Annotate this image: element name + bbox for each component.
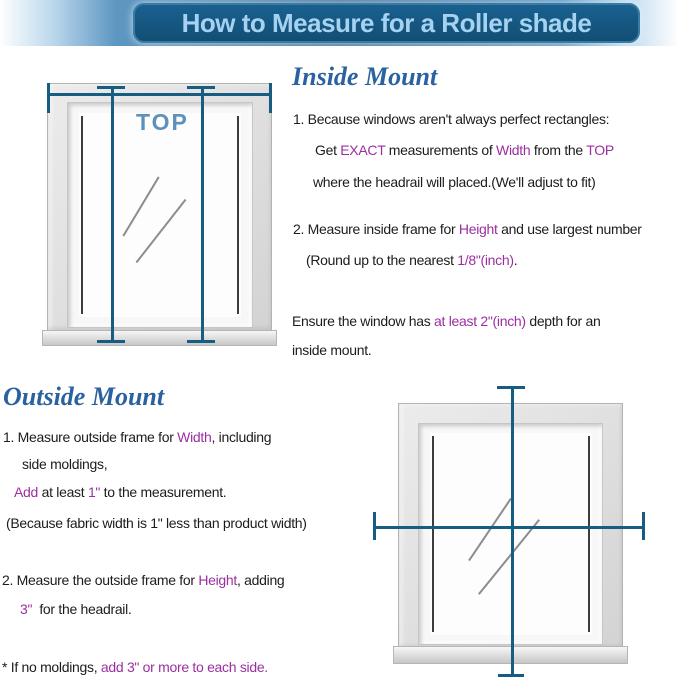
text-segment: 1. Because windows aren't always perfect rectangles: <box>293 111 610 127</box>
instruction-line <box>3 428 271 446</box>
width-measure-line <box>48 93 272 96</box>
window-sash-line <box>237 116 239 314</box>
measure-cap <box>187 340 215 343</box>
text-segment: and use largest number <box>497 221 642 237</box>
text-segment: where the headrail will placed.(We'll adjust to fit) <box>313 174 596 190</box>
instruction-line <box>292 341 371 359</box>
text-segment: Width <box>496 142 531 158</box>
text-segment: , adding <box>237 572 285 588</box>
text-segment: side moldings, <box>22 456 108 472</box>
page-title: How to Measure for a Roller shade <box>181 7 592 38</box>
top-label: TOP <box>136 109 189 135</box>
drop-measure-line <box>201 87 204 343</box>
text-segment: Width <box>177 429 212 445</box>
text-segment: 2. Measure the outside frame for <box>2 572 199 588</box>
text-segment: , including <box>211 429 272 445</box>
instruction-line <box>306 251 517 269</box>
text-segment: 2. Measure inside frame for <box>293 221 459 237</box>
window-glass <box>79 113 241 317</box>
measure-cap <box>97 86 125 89</box>
text-segment: . <box>513 252 518 268</box>
measure-end-tick <box>642 512 645 540</box>
instruction-line <box>2 571 284 589</box>
drop-measure-line <box>111 87 114 343</box>
text-segment: 1. Measure outside frame for <box>3 429 178 445</box>
window-sash-line <box>81 116 83 314</box>
text-segment: 3" <box>20 601 33 617</box>
text-segment: Add <box>14 484 39 500</box>
text-segment: 1" <box>87 484 101 500</box>
text-segment: at least <box>38 484 88 500</box>
text-segment: add 3" or more to each side. <box>100 659 268 675</box>
width-measure-line <box>374 526 644 529</box>
text-segment: TOP <box>586 142 614 158</box>
text-segment: depth for an <box>525 313 601 329</box>
instruction-line <box>22 455 107 473</box>
outside-mount-heading: Outside Mount <box>3 382 165 411</box>
text-segment: Get <box>315 142 341 158</box>
measure-cap <box>498 674 524 677</box>
instruction-line <box>293 110 609 128</box>
text-segment: Height <box>198 572 237 588</box>
window-sill <box>42 330 277 346</box>
text-segment: Height <box>458 221 498 237</box>
measure-cap <box>497 386 525 389</box>
instruction-line <box>6 514 307 532</box>
measure-end-tick <box>373 512 376 540</box>
measure-end-tick <box>47 83 50 113</box>
instruction-line <box>313 173 596 191</box>
text-segment: 1/8"(inch) <box>457 252 514 268</box>
inside-mount-heading: Inside Mount <box>292 62 438 91</box>
instruction-line <box>2 658 268 676</box>
height-measure-line <box>511 388 514 676</box>
text-segment: (Round up to the nearest <box>306 252 458 268</box>
instruction-line <box>292 312 600 330</box>
text-segment: Ensure the window has <box>292 313 435 329</box>
text-segment: measurements of <box>385 142 497 158</box>
measure-cap <box>187 86 215 89</box>
instruction-line <box>315 141 614 159</box>
instruction-line <box>14 483 226 501</box>
instruction-line <box>20 600 132 618</box>
text-segment: EXACT <box>340 142 386 158</box>
text-segment: at least 2"(inch) <box>434 313 526 329</box>
measure-cap <box>97 340 125 343</box>
title-pill <box>133 3 640 43</box>
text-segment: (Because fabric width is 1" less than product width) <box>6 515 307 531</box>
text-segment: * If no moldings, <box>2 659 101 675</box>
header-band <box>0 0 679 46</box>
text-segment: inside mount. <box>292 342 372 358</box>
text-segment: from the <box>530 142 587 158</box>
text-segment: to the measurement. <box>100 484 227 500</box>
instruction-line <box>293 220 642 238</box>
window-sash-line <box>432 436 434 632</box>
measure-end-tick <box>269 83 272 113</box>
window-sash-line <box>588 436 590 632</box>
text-segment: for the headrail. <box>32 601 132 617</box>
